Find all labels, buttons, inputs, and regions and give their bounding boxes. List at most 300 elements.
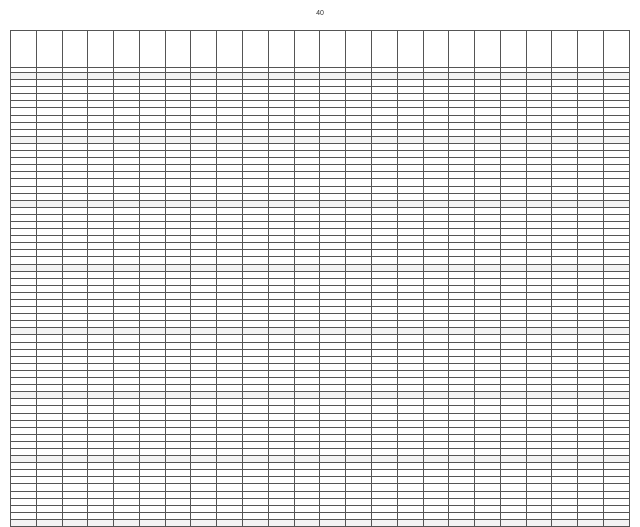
table-cell [243,257,269,264]
table-cell [36,363,62,370]
table-cell [294,328,320,335]
table-cell [217,193,243,200]
table-cell [294,200,320,207]
table-cell [11,193,37,200]
table-cell [36,179,62,186]
table-cell [578,335,604,342]
table-cell [552,200,578,207]
table-cell [62,151,88,158]
table-cell [165,73,191,80]
page-number: 40 [316,10,324,17]
table-cell [139,172,165,179]
table-cell [36,477,62,484]
table-cell [603,115,629,122]
table-cell [578,406,604,413]
table-cell [11,314,37,321]
table-cell [11,335,37,342]
table-cell [268,448,294,455]
table-cell [62,463,88,470]
table-cell [191,505,217,512]
table-cell [268,505,294,512]
table-cell [268,307,294,314]
table-cell [139,292,165,299]
table-cell [475,300,501,307]
table-cell [217,122,243,129]
table-cell [165,314,191,321]
table-cell [139,484,165,491]
table-cell [423,186,449,193]
table-cell [36,80,62,87]
table-cell [11,165,37,172]
table-row [11,477,630,484]
table-cell [603,73,629,80]
table-cell [268,342,294,349]
table-row [11,385,630,392]
table-cell [165,200,191,207]
table-cell [603,200,629,207]
table-cell [346,356,372,363]
table-row [11,278,630,285]
table-cell [578,498,604,505]
table-cell [397,292,423,299]
table-cell [423,73,449,80]
table-cell [88,271,114,278]
table-cell [11,108,37,115]
table-cell [139,31,165,68]
table-cell [603,378,629,385]
table-cell [165,214,191,221]
table-cell [217,31,243,68]
table-cell [397,427,423,434]
table-cell [11,378,37,385]
table-cell [243,342,269,349]
table-cell [243,378,269,385]
table-cell [603,207,629,214]
table-cell [294,292,320,299]
table-cell [371,477,397,484]
table-cell [268,321,294,328]
table-cell [500,271,526,278]
table-cell [346,101,372,108]
table-cell [578,392,604,399]
table-cell [165,292,191,299]
table-cell [475,406,501,413]
table-cell [578,448,604,455]
table-cell [346,186,372,193]
table-cell [36,498,62,505]
table-cell [526,328,552,335]
table-cell [500,94,526,101]
table-cell [397,399,423,406]
table-cell [371,80,397,87]
table-cell [62,257,88,264]
table-cell [243,335,269,342]
table-cell [114,406,140,413]
table-cell [217,463,243,470]
table-cell [62,158,88,165]
table-cell [320,172,346,179]
table-row [11,406,630,413]
table-cell [552,321,578,328]
table-cell [500,87,526,94]
table-cell [62,101,88,108]
table-cell [294,257,320,264]
table-cell [139,165,165,172]
table-cell [243,385,269,392]
table-cell [62,392,88,399]
table-cell [578,456,604,463]
table-cell [11,349,37,356]
table-cell [294,519,320,526]
table-cell [500,250,526,257]
table-cell [578,300,604,307]
table-cell [11,31,37,68]
table-cell [62,250,88,257]
table-cell [11,285,37,292]
table-cell [191,264,217,271]
table-cell [191,214,217,221]
table-cell [243,165,269,172]
table-cell [320,278,346,285]
table-cell [500,328,526,335]
table-cell [114,491,140,498]
table-cell [36,484,62,491]
table-cell [294,122,320,129]
table-cell [217,87,243,94]
table-cell [371,519,397,526]
table-cell [603,427,629,434]
table-cell [11,158,37,165]
table-cell [423,321,449,328]
table-cell [114,165,140,172]
table-cell [114,413,140,420]
table-cell [475,271,501,278]
table-cell [139,94,165,101]
table-cell [475,151,501,158]
table-cell [526,512,552,519]
table-cell [243,484,269,491]
table-cell [552,129,578,136]
table-cell [603,136,629,143]
table-cell [552,370,578,377]
table-cell [320,498,346,505]
table-cell [371,108,397,115]
table-cell [165,129,191,136]
table-cell [475,307,501,314]
table-cell [114,342,140,349]
table-cell [475,512,501,519]
table-cell [11,413,37,420]
table-cell [578,321,604,328]
table-cell [475,172,501,179]
table-cell [217,179,243,186]
table-cell [449,94,475,101]
table-cell [88,80,114,87]
table-cell [217,356,243,363]
table-cell [114,236,140,243]
table-cell [217,250,243,257]
table-cell [243,179,269,186]
table-cell [294,172,320,179]
table-cell [165,307,191,314]
table-cell [552,314,578,321]
table-cell [139,448,165,455]
table-cell [320,399,346,406]
table-cell [423,385,449,392]
table-cell [526,399,552,406]
table-cell [526,349,552,356]
table-cell [449,143,475,150]
table-cell [423,250,449,257]
table-cell [294,342,320,349]
table-cell [88,349,114,356]
table-cell [578,463,604,470]
table-cell [11,441,37,448]
table-cell [243,406,269,413]
table-cell [397,491,423,498]
table-cell [294,378,320,385]
table-row [11,512,630,519]
table-cell [294,221,320,228]
table-cell [62,87,88,94]
table-cell [423,80,449,87]
table-cell [552,250,578,257]
table-cell [243,448,269,455]
table-cell [500,370,526,377]
table-row [11,399,630,406]
table-cell [500,80,526,87]
table-cell [243,420,269,427]
table-cell [11,470,37,477]
table-cell [449,505,475,512]
table-cell [268,179,294,186]
table-cell [62,370,88,377]
table-cell [114,94,140,101]
table-cell [449,427,475,434]
table-cell [294,193,320,200]
table-cell [11,73,37,80]
table-cell [114,179,140,186]
table-cell [578,31,604,68]
table-cell [320,463,346,470]
table-cell [603,505,629,512]
table-cell [62,200,88,207]
table-cell [268,136,294,143]
table-cell [114,519,140,526]
table-cell [449,278,475,285]
table-cell [526,94,552,101]
table-cell [191,250,217,257]
table-cell [139,186,165,193]
table-cell [346,151,372,158]
table-cell [191,356,217,363]
table-cell [268,392,294,399]
table-cell [139,136,165,143]
table-cell [217,441,243,448]
table-row [11,158,630,165]
table-cell [114,250,140,257]
table-cell [552,307,578,314]
table-cell [114,108,140,115]
table-cell [11,463,37,470]
table-cell [294,363,320,370]
table-cell [552,186,578,193]
table-cell [603,300,629,307]
table-cell [165,31,191,68]
table-cell [475,278,501,285]
table-cell [475,519,501,526]
table-cell [88,158,114,165]
table-cell [88,193,114,200]
table-cell [526,491,552,498]
table-cell [114,214,140,221]
table-cell [397,165,423,172]
table-cell [268,151,294,158]
table-cell [397,221,423,228]
table-cell [320,165,346,172]
table-cell [139,101,165,108]
table-cell [500,349,526,356]
table-cell [36,257,62,264]
table-cell [36,328,62,335]
table-cell [36,307,62,314]
table-cell [320,434,346,441]
table-cell [578,151,604,158]
table-cell [475,484,501,491]
table-cell [346,172,372,179]
table-cell [139,151,165,158]
table-cell [397,448,423,455]
table-cell [346,321,372,328]
table-cell [346,94,372,101]
table-cell [500,108,526,115]
table-cell [191,179,217,186]
table-cell [294,406,320,413]
table-cell [217,413,243,420]
table-cell [500,441,526,448]
table-cell [36,356,62,363]
table-cell [217,456,243,463]
table-cell [294,165,320,172]
table-cell [88,498,114,505]
table-cell [603,456,629,463]
table-cell [371,321,397,328]
table-cell [346,413,372,420]
table-cell [552,427,578,434]
table-cell [294,484,320,491]
table-cell [423,129,449,136]
table-cell [217,420,243,427]
table-cell [500,378,526,385]
table-cell [88,285,114,292]
table-cell [243,434,269,441]
table-cell [268,101,294,108]
table-cell [62,420,88,427]
table-cell [371,179,397,186]
table-cell [526,470,552,477]
table-cell [423,278,449,285]
table-cell [114,441,140,448]
table-cell [320,448,346,455]
table-cell [62,378,88,385]
table-cell [217,484,243,491]
table-cell [88,221,114,228]
table-cell [114,392,140,399]
table-cell [475,165,501,172]
table-cell [371,406,397,413]
table-cell [500,200,526,207]
table-cell [165,378,191,385]
table-cell [294,413,320,420]
table-cell [603,335,629,342]
table-cell [423,456,449,463]
table-cell [552,87,578,94]
table-cell [449,470,475,477]
table-cell [88,399,114,406]
table-cell [320,108,346,115]
table-row [11,243,630,250]
table-cell [371,434,397,441]
table-cell [320,441,346,448]
table-cell [191,80,217,87]
table-cell [552,115,578,122]
table-cell [320,186,346,193]
table-cell [62,470,88,477]
table-cell [36,399,62,406]
table-cell [475,420,501,427]
table-row [11,335,630,342]
table-cell [139,335,165,342]
table-row [11,264,630,271]
table-cell [191,328,217,335]
table-cell [294,441,320,448]
table-cell [114,207,140,214]
table-cell [165,477,191,484]
table-cell [397,94,423,101]
table-cell [526,505,552,512]
table-cell [320,193,346,200]
table-cell [217,392,243,399]
table-cell [500,172,526,179]
table-cell [139,434,165,441]
table-cell [268,370,294,377]
table-cell [36,158,62,165]
table-cell [552,484,578,491]
table-cell [114,31,140,68]
table-cell [268,73,294,80]
table-cell [475,80,501,87]
table-cell [139,314,165,321]
table-cell [320,292,346,299]
table-cell [294,307,320,314]
table-cell [294,229,320,236]
table-cell [475,427,501,434]
table-cell [217,257,243,264]
table-cell [11,427,37,434]
table-cell [526,392,552,399]
table-cell [423,356,449,363]
table-cell [346,363,372,370]
table-cell [526,420,552,427]
table-cell [397,257,423,264]
table-cell [500,257,526,264]
table-cell [578,363,604,370]
table-cell [371,172,397,179]
table-cell [114,349,140,356]
table-row [11,363,630,370]
table-cell [114,186,140,193]
table-cell [243,214,269,221]
